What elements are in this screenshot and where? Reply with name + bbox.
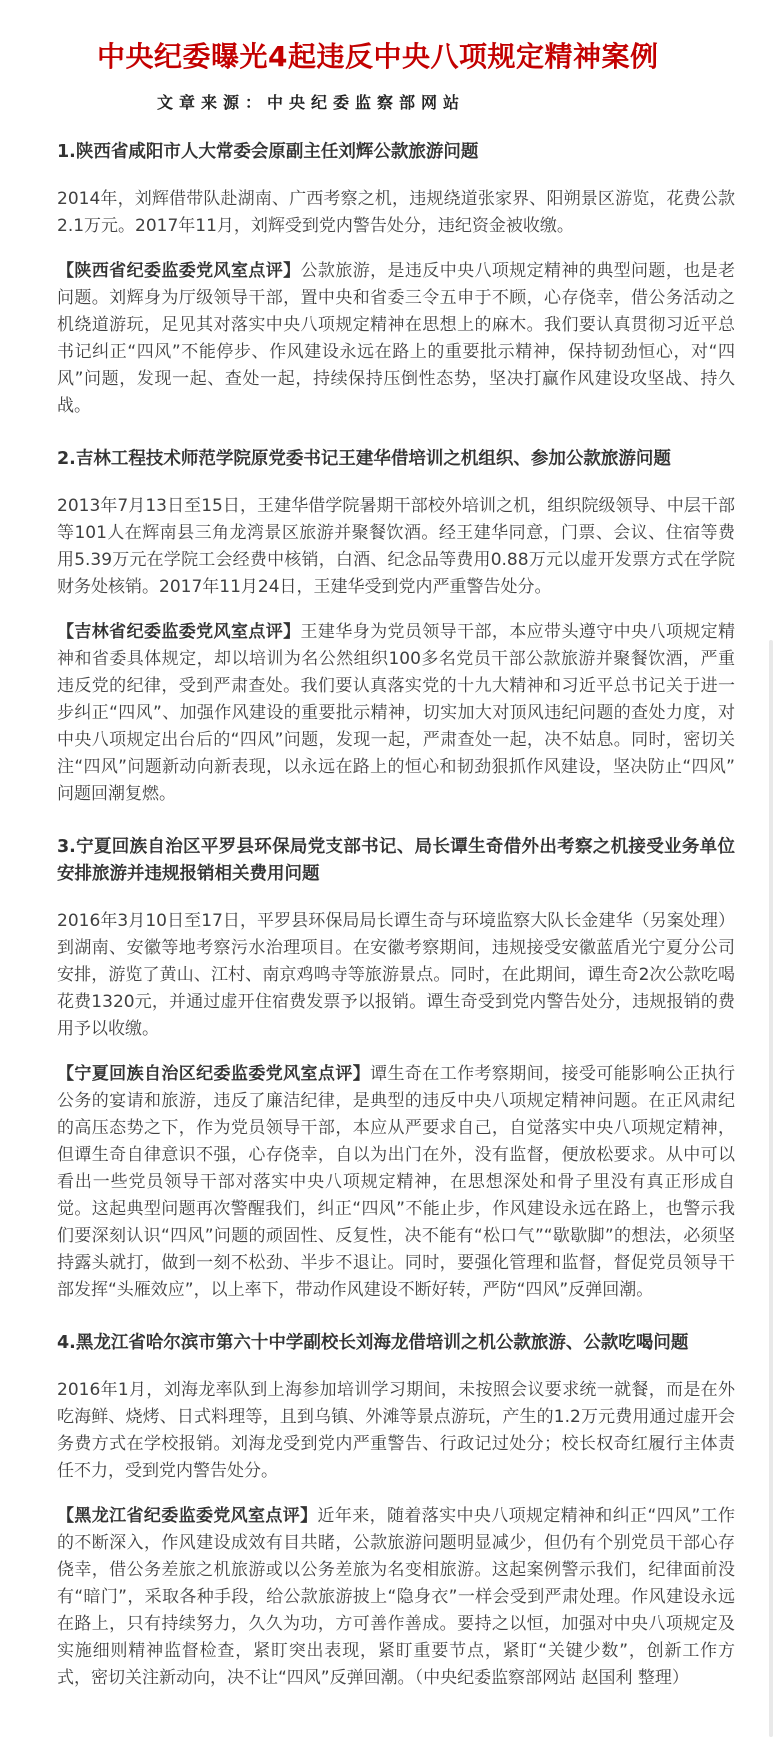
section-heading: 4.黑龙江省哈尔滨市第六十中学副校长刘海龙借培训之机公款旅游、公款吃喝问题 xyxy=(57,1333,689,1353)
section-comment xyxy=(57,258,735,420)
article-source: 文章来源：中央纪委监察部网站 xyxy=(157,93,466,112)
comment-text: 近年来，随着落实中央八项规定精神和纠正“四风”工作的不断深入，作风建设成效有目共睹，公款旅游问题明显减少，但仍有个别党员干部心存侥幸，借公务差旅之机旅游或以公务差旅为名变相旅游。这起案例警示我们，纪律面前没有“暗门”，采取各种手段，给公款旅游披上“隐身衣”一样会受到严肃处理。作风建设永远在路上，只有持续努力，久久为功，方可善作善成。要持之以恒，加强对中央八项规定及实施细则精神监督检查，紧盯突出表现，紧盯重要节点，紧盯“关键少数”，创新工作方式，密切关注新动向，决不让“四风”反弹回潮。（中央纪委监察部网站 赵国利 整理） xyxy=(57,1506,735,1688)
comment-label: 【宁夏回族自治区纪委监委党风室点评】 xyxy=(57,1064,371,1084)
case-section-3 xyxy=(57,834,735,1304)
article-title: 中央纪委曝光4起违反中央八项规定精神案例 xyxy=(97,40,659,73)
section-comment xyxy=(57,1503,735,1692)
comment-label: 【陕西省纪委监委党风室点评】 xyxy=(57,261,301,281)
section-heading: 2.吉林工程技术师范学院原党委书记王建华借培训之机组织、参加公款旅游问题 xyxy=(57,449,671,469)
comment-text: 王建华身为党员领导干部，本应带头遵守中央八项规定精神和省委具体规定，却以培训为名公然组织100多名党员干部公款旅游并聚餐饮酒，严重违反党的纪律，受到严肃查处。我们要认真落实党的十九大精神和习近平总书记关于进一步纠正“四风”、加强作风建设的重要批示精神，切实加大对顶风违纪问题的查处力度，对中央八项规定出台后的“四风”问题，发现一起，严肃查处一起，决不姑息。同时，密切关注“四风”问题新动向新表现，以永远在路上的恒心和韧劲狠抓作风建设，坚决防止“四风”问题回潮复燃。 xyxy=(57,622,736,804)
case-section-4 xyxy=(57,1330,735,1692)
scrollbar[interactable] xyxy=(769,640,773,1737)
comment-label: 【黑龙江省纪委监委党风室点评】 xyxy=(57,1506,318,1526)
case-section-1 xyxy=(57,139,735,420)
section-body: 2016年3月10日至17日，平罗县环保局局长谭生奇与环境监察大队长金建华（另案处理）到湖南、安徽等地考察污水治理项目。在安徽考察期间，违规接受安徽蓝盾光宁夏分公司安排，游览了黄山、江村、南京鸡鸣寺等旅游景点。同时，在此期间，谭生奇2次公款吃喝花费1320元，并通过虚开住宿费发票予以报销。谭生奇受到党内警告处分，违规报销的费用予以收缴。 xyxy=(57,911,735,1039)
section-body: 2013年7月13日至15日，王建华借学院暑期干部校外培训之机，组织院级领导、中层干部等101人在辉南县三角龙湾景区旅游并聚餐饮酒。经王建华同意，门票、会议、住宿等费用5.39万元在学院工会经费中核销，白酒、纪念品等费用0.88万元以虚开发票方式在学院财务处核销。2017年11月24日，王建华受到党内严重警告处分。 xyxy=(57,496,735,597)
section-heading: 3.宁夏回族自治区平罗县环保局党支部书记、局长谭生奇借外出考察之机接受业务单位安排旅游并违规报销相关费用问题 xyxy=(57,837,735,884)
section-comment xyxy=(57,619,735,808)
section-body: 2014年，刘辉借带队赴湖南、广西考察之机，违规绕道张家界、阳朔景区游览，花费公款2.1万元。2017年11月，刘辉受到党内警告处分，违纪资金被收缴。 xyxy=(57,189,735,236)
comment-text: 公款旅游，是违反中央八项规定精神的典型问题，也是老问题。刘辉身为厅级领导干部，置中央和省委三令五申于不顾，心存侥幸，借公务活动之机绕道游玩，足见其对落实中央八项规定精神在思想上的麻木。我们要认真贯彻习近平总书记纠正“四风”不能停步、作风建设永远在路上的重要批示精神，保持韧劲恒心，对“四风”问题，发现一起、查处一起，持续保持压倒性态势，坚决打赢作风建设攻坚战、持久战。 xyxy=(57,261,736,416)
section-heading: 1.陕西省咸阳市人大常委会原副主任刘辉公款旅游问题 xyxy=(57,142,479,162)
comment-label: 【吉林省纪委监委党风室点评】 xyxy=(57,622,301,642)
section-comment xyxy=(57,1061,735,1304)
section-body: 2016年1月，刘海龙率队到上海参加培训学习期间，未按照会议要求统一就餐，而是在外吃海鲜、烧烤、日式料理等，且到乌镇、外滩等景点游玩，产生的1.2万元费用通过虚开会务费方式在学校报销。刘海龙受到党内严重警告、行政记过处分；校长权奇红履行主体责任不力，受到党内警告处分。 xyxy=(57,1380,735,1481)
case-section-2 xyxy=(57,446,735,808)
comment-text: 谭生奇在工作考察期间，接受可能影响公正执行公务的宴请和旅游，违反了廉洁纪律，是典型的违反中央八项规定精神问题。在正风肃纪的高压态势之下，作为党员领导干部，本应从严要求自己，自觉落实中央八项规定精神，但谭生奇自律意识不强，心存侥幸，自以为出门在外，没有监督，便放松要求。从中可以看出一些党员领导干部对落实中央八项规定精神，在思想深处和骨子里没有真正形成自觉。这起典型问题再次警醒我们，纠正“四风”不能止步，作风建设永远在路上，也警示我们要深刻认识“四风”问题的顽固性、反复性，决不能有“松口气”“歇歇脚”的想法，必须坚持露头就打，做到一刻不松劲、半步不退让。同时，要强化管理和监督，督促党员领导干部发挥“头雁效应”，以上率下，带动作风建设不断好转，严防“四风”反弹回潮。 xyxy=(57,1064,736,1300)
